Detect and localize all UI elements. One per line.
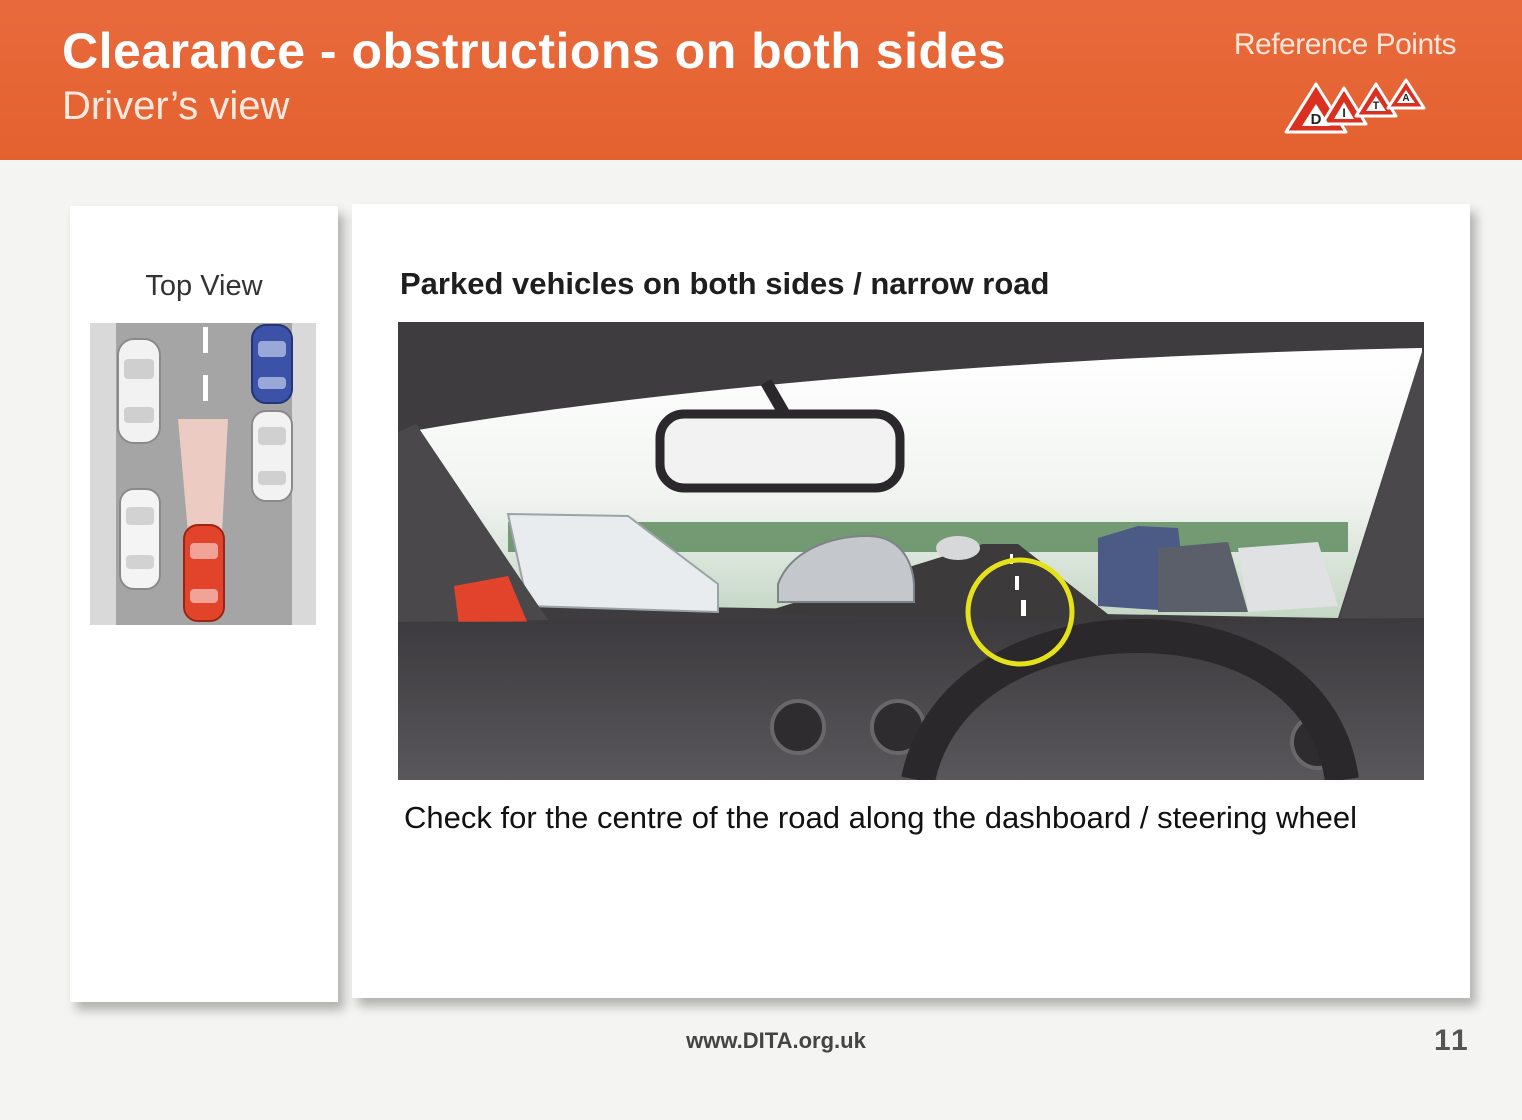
logo-letter-d: D — [1310, 111, 1322, 128]
parked-car-left-1 — [118, 339, 160, 443]
learner-car-red — [184, 525, 224, 621]
page-number: 11 — [1434, 1024, 1470, 1057]
parked-car-left-far — [936, 536, 980, 560]
page-header — [0, 0, 1522, 160]
logo-letter-a: A — [1402, 93, 1410, 104]
parked-car-right-blue — [252, 325, 292, 403]
page-title: Clearance - obstructions on both sides — [62, 23, 1007, 79]
air-vent-left — [772, 701, 824, 753]
logo-letter-i: I — [1342, 106, 1346, 120]
top-view-diagram — [90, 323, 316, 625]
rear-view-mirror — [660, 414, 900, 488]
driver-view-heading: Parked vehicles on both sides / narrow road — [400, 266, 1050, 301]
page-subtitle: Driver’s view — [62, 84, 290, 128]
reference-points-label: Reference Points — [1233, 28, 1456, 61]
driver-view-illustration — [398, 322, 1424, 780]
top-view-label: Top View — [145, 270, 263, 302]
footer-url[interactable]: www.DITA.org.uk — [686, 1028, 866, 1053]
driver-view-panel — [352, 204, 1470, 998]
driver-view-caption: Check for the centre of the road along the dashboard / steering wheel — [404, 800, 1357, 835]
logo-letter-t: T — [1372, 100, 1380, 112]
parked-car-right-white — [252, 411, 292, 501]
dita-logo — [1282, 72, 1432, 138]
parked-car-left-2 — [120, 489, 160, 589]
top-view-panel — [70, 206, 338, 1002]
